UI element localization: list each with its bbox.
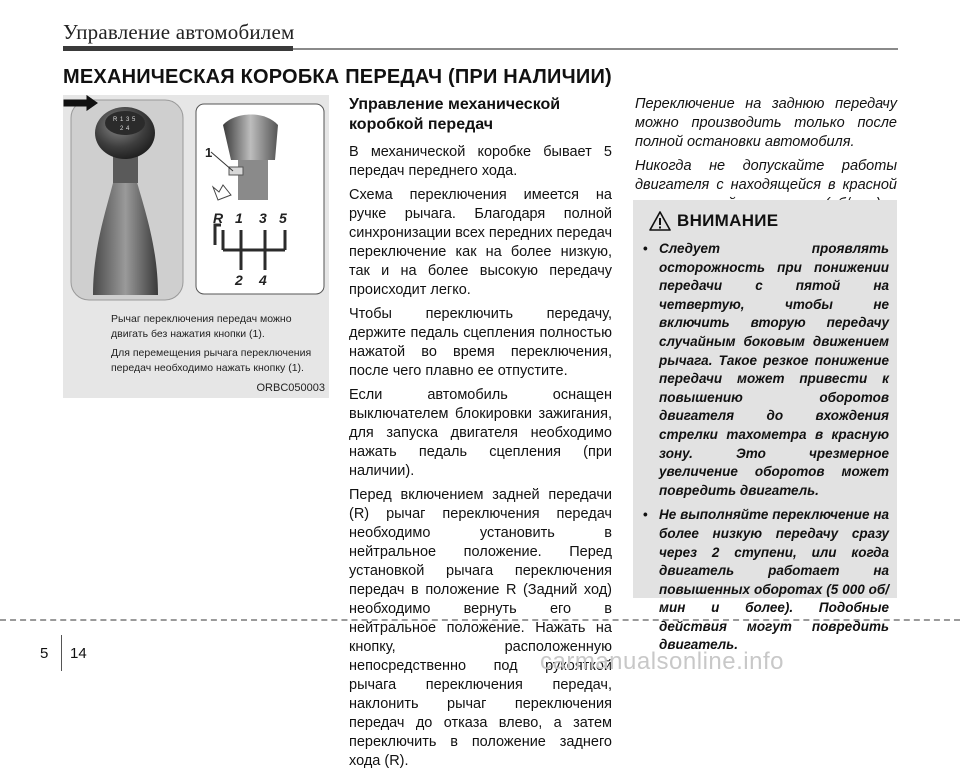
footer-divider	[0, 619, 960, 621]
paragraph-ignition-lock: Если автомобиль оснащен выключателем блокировки зажигания, для запуска двигателя необходимо нажать педаль сцепления (при наличии).	[349, 387, 612, 479]
warning-item: • Не выполняйте переключение на более низкую передачу сразу через 2 ступени, или когда двигатель работает на повышенных оборотах (5 000 об/мин и более). Подобные действия могут повредить двигатель.	[643, 507, 889, 653]
page-header-title: Управление автомобилем	[63, 20, 295, 44]
paragraph-gears: В механической коробке бывает 5 передач переднего хода.	[349, 144, 612, 179]
paragraph-pattern: Схема переключения имеется на ручке рычага. Благодаря полной синхронизации всех передних передач переключение как на более низкую, так и на более высокую передачу происходит легко.	[349, 187, 612, 298]
knob-label-3: 3	[126, 117, 130, 123]
figure-code: ORBC050003	[256, 382, 325, 394]
warning-item-text: Следует проявлять осторожность при понижении передачи с пятой на четвертую, чтобы не включить вторую передачу случайным боковым движением рычага. Такое резкое понижение передачи может привести к повышению оборотов двигателя до вхождения стрелки тахометра в красную зону. Это чрезмерное увеличение оборотов может повредить двигатель.	[659, 241, 889, 498]
header-rule-light	[293, 48, 898, 50]
knob-label-1: 1	[120, 117, 124, 123]
warning-item: • Следует проявлять осторожность при понижении передачи с пятой на четвертую, чтобы не включить вторую передачу случайным боковым движением рычага. Такое резкое понижение передачи может привести к повышению оборотов двигателя до вхождения стрелки тахометра в красную зону. Это чрезмерное увеличение оборотов может повредить двигатель.	[643, 241, 889, 498]
pattern-label-2: 2	[235, 272, 243, 288]
solid-arrow-icon	[63, 95, 99, 111]
section-number: 5	[40, 645, 49, 662]
knob-label-5: 5	[132, 117, 136, 123]
pattern-label-5: 5	[279, 210, 287, 226]
header-rule-dark	[63, 46, 293, 51]
inset-knob	[223, 114, 278, 160]
watermark-link[interactable]: carmanualsonline.info	[540, 648, 784, 675]
section-title: МЕХАНИЧЕСКАЯ КОРОБКА ПЕРЕДАЧ (ПРИ НАЛИЧИИ)	[63, 66, 612, 88]
warning-box	[633, 200, 897, 653]
warning-title: ВНИМАНИЕ	[677, 211, 779, 230]
knob-label-4: 4	[126, 126, 130, 132]
pattern-label-r: R	[213, 210, 224, 226]
knob-label-2: 2	[120, 126, 124, 132]
inset-lever	[238, 160, 268, 200]
pattern-label-1: 1	[235, 210, 243, 226]
page-number: 14	[70, 645, 87, 662]
page-number-divider	[61, 635, 62, 671]
paragraph-redline: Никогда не допускайте работы двигателя с находящейся в красной	[635, 158, 897, 193]
shift-collar	[113, 155, 138, 183]
pattern-label-3: 3	[259, 210, 267, 226]
warning-list	[641, 240, 889, 661]
warning-triangle-icon	[649, 211, 671, 231]
paragraph-reverse: Перед включением задней передачи (R) рычаг переключения передач необходимо установить в нейтральное положение. Перед установкой рычага переключения передач в положение R (Задний ход) необходимо вернуть его в нейтральное положение. Нажать на кнопку, расположенную непосредственно под рукояткой рычага переключения передач, наклонить рычаг переключения передач до отказа влево, а затем переключить в положение заднего хода (R).	[349, 487, 612, 769]
subsection-heading: Управление механической коробкой передач	[349, 96, 561, 133]
gear-knob-top	[105, 111, 145, 135]
callout-number: 1	[205, 145, 213, 160]
figure-caption-press-button: Для перемещения рычага переключения передач необходимо нажать кнопку (1).	[111, 347, 312, 374]
figure-caption-no-button: Рычаг переключения передач можно двигать без нажатия кнопки (1).	[111, 313, 292, 340]
warning-item-text: Не выполняйте переключение на более низкую передачу сразу через 2 ступени, или когда двигатель работает на повышенных оборотах (5 000 об/мин и более). Подобные действия могут повредить двигатель.	[659, 507, 889, 653]
pattern-label-4: 4	[259, 272, 267, 288]
paragraph-reverse-stop: Переключение на заднюю передачу можно производить только после полной остановки автомобиля.	[635, 96, 897, 150]
paragraph-clutch: Чтобы переключить передачу, держите педаль сцепления полностью нажатой во время переключения, после чего плавно ее отпустите.	[349, 306, 612, 379]
gear-shift-figure	[63, 95, 329, 398]
knob-label-r: R	[113, 117, 118, 123]
release-button	[229, 167, 243, 175]
warning-header	[649, 211, 778, 231]
